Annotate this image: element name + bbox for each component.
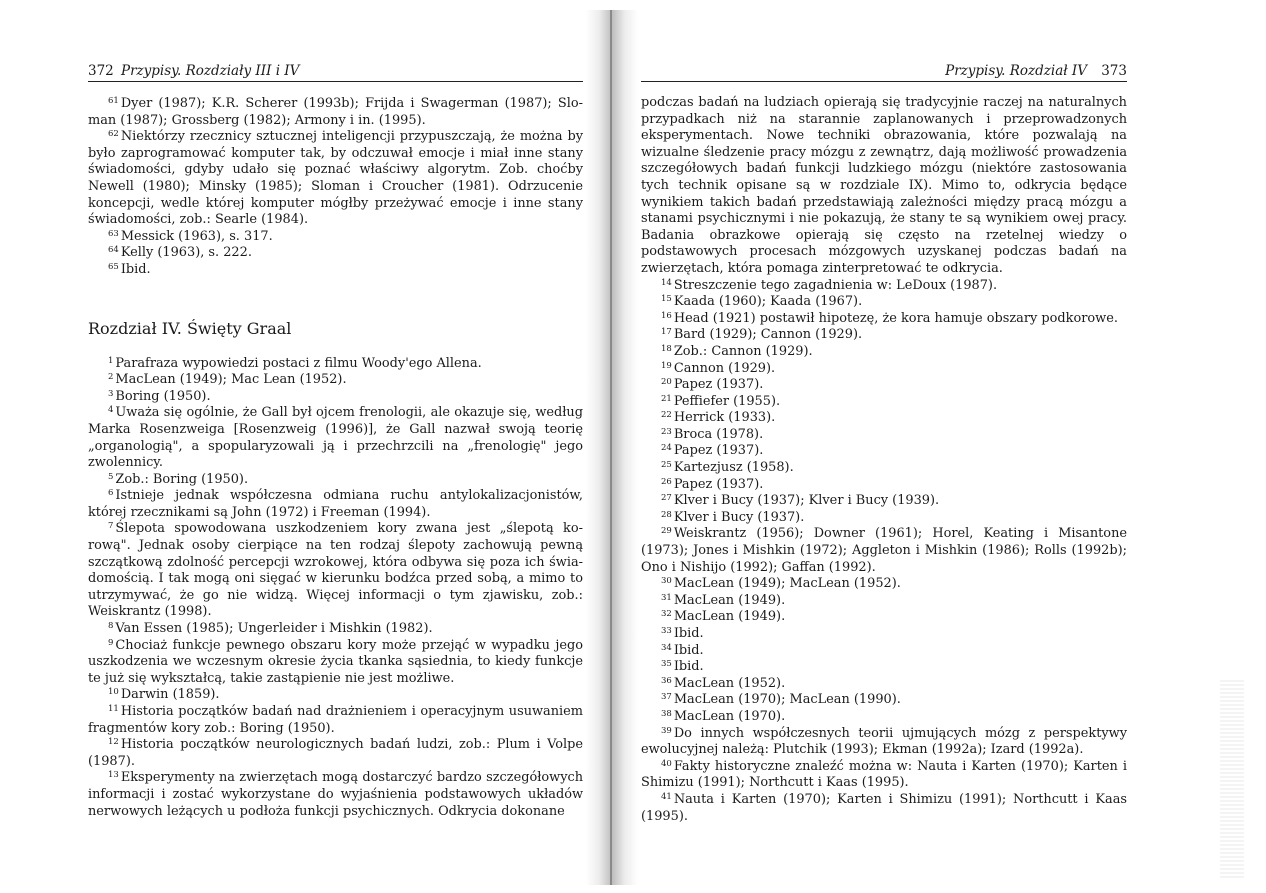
footnote-number: 41 [661,791,672,802]
footnote-item [88,229,583,246]
footnote-number: 1 [108,355,114,366]
footnote-number: 38 [661,708,672,719]
footnote-item [641,294,1127,311]
footnote-item [88,356,583,373]
footnote-number: 10 [108,687,119,698]
header-rule [88,81,583,82]
footnote-text: Broca (1978). [673,426,764,442]
chapter-heading: Rozdział IV. Święty Graal [88,318,292,338]
footnote-text: Papez (1937). [673,476,764,492]
footnote-text: Ibid. [673,642,704,658]
book-spine-line [610,10,612,885]
footnote-text: Kelly (1963), s. 222. [120,245,252,261]
footnote-text: Nauta i Karten (1970); Karten i Shimizu (1991); Northcutt i Kaas (1995). [641,791,1127,824]
footnote-text: Fakty historyczne znaleźć można w: Nauta i Karten (1970); Karten i Shimizu (1991); Northcutt i Kaas (1995). [641,758,1127,791]
footnote-text: Cannon (1929). [673,360,776,376]
footnote-item [88,737,583,770]
footnote-number: 20 [661,377,672,388]
footnote-number: 37 [661,692,672,703]
footnote-item [88,389,583,406]
footnote-text: Kartezjusz (1958). [673,460,794,476]
footnote-item [641,726,1127,759]
footnote-item [641,311,1127,328]
header-rule [641,81,1127,82]
footnote-text: Boring (1950). [115,388,211,404]
running-title: Przypisy. Rozdział IV [945,63,1087,79]
footnote-number: 34 [661,642,672,653]
footnote-number: 23 [661,426,672,437]
footnote-number: 17 [661,327,672,338]
footnote-text: Klver i Bucy (1937). [673,509,805,525]
footnote-list-chapter-3 [88,96,583,279]
page-edge-texture [1220,680,1244,880]
footnote-text: Kaada (1960); Kaada (1967). [673,294,863,310]
right-page-body [641,95,1127,825]
footnote-number: 31 [661,592,672,603]
footnote-item [88,521,583,621]
footnote-number: 25 [661,460,672,471]
footnote-item [641,327,1127,344]
footnote-text: Niektórzy rzecznicy sztucznej inteligencji przypuszczają, że można by było zaprogramować komputer tak, by odczuwał emocje i miał inne stany świadomości, gdyby udało się poznać właściwy algorytm. Zob. choćby Newell (1980); Minsky (1985); Sloman i Croucher (1981). Odrzucenie koncepcji, wedle której komputer mógłby przeżywać emocje i inne stany świadomości, zob.: Searle (1984). [88,129,583,228]
footnote-number: 6 [108,488,114,499]
footnote-text: MacLean (1949); MacLean (1952). [673,576,901,592]
footnote-number: 33 [661,626,672,636]
footnote-item [88,405,583,471]
footnote-number: 9 [108,637,114,648]
footnote-text: Uważa się ogólnie, że Gall był ojcem frenologii, ale okazuje się, według Marka Rosenzweiga [Rosenzweig (1996)], że Gall nazwał swoją teorię „organologią", a spopularyzowali ją i przechrzcili na „frenologię" jego zwolennicy. [88,405,583,471]
footnote-text: Zob.: Cannon (1929). [673,343,813,359]
footnote-number: 4 [108,405,114,416]
footnote-item [88,129,583,229]
footnote-text: Klver i Bucy (1937); Klver i Bucy (1939). [673,493,940,509]
footnote-number: 5 [108,471,114,482]
footnote-number: 11 [108,704,119,714]
footnote-number: 35 [661,659,672,670]
footnote-number: 15 [661,294,672,305]
footnote-item [88,621,583,638]
footnote-text: Ślepota spowodowana uszkodzeniem kory zwana jest „ślepotą korową". Jednak osoby cierpiące na ten rodzaj ślepoty zachowują pewną szczątkową zdolność percepcji wzrokowej, która odbywa się poza ich świadomością. I tak mogą oni sięgać w kierunku bodźca przed sobą, a mimo to utrzymywać, że go nie widzą. Więcej informacji o tym zjawisku, zob.: Weiskrantz (1998). [88,521,583,620]
footnote-text: Messick (1963), s. 317. [120,228,273,244]
footnote-number: 12 [108,737,119,748]
footnote-number: 32 [661,609,672,620]
footnote-number: 7 [108,521,114,532]
right-page [641,0,1127,893]
running-title: Przypisy. Rozdziały III i IV [121,63,300,79]
footnote-text: Dyer (1987); K.R. Scherer (1993b); Frijda i Swagerman (1987); Sloman (1987); Grossberg (1982); Armony i in. (1995). [88,96,583,128]
footnote-number: 16 [661,310,672,321]
footnote-item [641,526,1127,576]
footnote-text: Chociaż funkcje pewnego obszaru kory może przejąć w wypadku jego uszkodzenia we wczesnym okresie życia tkanka sąsiednia, to kiedy funkcje te już się wykształcą, takie zastąpienie nie jest możliwe. [88,637,583,686]
footnote-item [641,659,1127,676]
footnote-number: 40 [661,758,672,769]
footnote-text: Herrick (1933). [673,410,776,426]
right-page-header [641,62,1127,80]
footnote-item [88,245,583,262]
footnote-item [641,626,1127,643]
left-page-header [88,62,583,80]
footnote-text: Papez (1937). [673,377,764,393]
footnote-item [641,692,1127,709]
footnote-text: Ibid. [673,659,704,675]
footnote-number: 3 [108,388,114,399]
book-gutter-shadow [586,10,638,885]
footnote-item [641,593,1127,610]
footnote-item [641,443,1127,460]
footnote-number: 26 [661,476,672,487]
footnote-item [88,704,583,737]
page-number: 372 [88,63,114,79]
footnote-text: Ibid. [120,261,151,277]
footnote-text: Streszczenie tego zagadnienia w: LeDoux (1987). [673,277,998,293]
footnote-item [88,488,583,521]
footnote-number: 22 [661,410,672,421]
footnote-text: Head (1921) postawił hipotezę, że kora hamuje obszary podkorowe. [673,310,1118,326]
footnote-number: 27 [661,493,672,504]
footnote-number: 14 [661,277,672,288]
footnote-number: 13 [108,770,119,781]
footnote-item [641,792,1127,825]
footnote-item [88,262,583,279]
footnote-number: 19 [661,360,672,371]
footnote-number: 28 [661,509,672,520]
footnote-number: 8 [108,621,114,632]
footnote-text: Eksperymenty na zwierzętach mogą dostarczyć bardzo szczegółowych informacji i zostać wykorzystane do wyjaśnienia podstawowych układów nerwowych leżących u podłoża funkcji psychicznych. Odkrycia dokonane [88,770,583,819]
footnote-item [641,344,1127,361]
footnote-number: 24 [661,443,672,454]
footnote-number: 63 [108,228,119,239]
footnote-item [641,709,1127,726]
footnote-item [88,770,583,820]
footnote-text: Papez (1937). [673,443,764,459]
footnote-number: 29 [661,526,672,537]
footnote-list-chapter-4-continued [641,278,1127,826]
footnote-number: 62 [108,129,119,140]
footnote-text: Ibid. [673,626,704,641]
footnote-item [88,96,583,129]
footnote-item [88,472,583,489]
footnote-text: Weiskrantz (1956); Downer (1961); Horel, Keating i Misantone (1973); Jones i Mishkin (1972); Aggleton i Mishkin (1986); Rolls (1992b); Ono i Nishijo (1992); Gaffan (1992). [641,526,1127,575]
footnote-item [641,609,1127,626]
footnote-number: 61 [108,96,119,106]
footnote-number: 36 [661,675,672,686]
footnote-item [641,477,1127,494]
footnote-item [641,460,1127,477]
footnote-list-chapter-4 [88,356,583,821]
footnote-item [641,759,1127,792]
footnote-item [641,361,1127,378]
left-page-body [88,96,583,820]
footnote-item [641,510,1127,527]
footnote-number: 2 [108,372,114,383]
footnote-number: 39 [661,725,672,736]
footnote-item [641,493,1127,510]
footnote-item [88,687,583,704]
footnote-text: MacLean (1949); Mac Lean (1952). [115,372,347,388]
footnote-text: MacLean (1952). [673,675,786,691]
footnote-item [641,394,1127,411]
footnote-number: 30 [661,576,672,587]
footnote-item [641,427,1127,444]
footnote-item [88,638,583,688]
left-page [88,0,583,893]
footnote-text: Peffiefer (1955). [673,393,781,409]
footnote-text: Bard (1929); Cannon (1929). [673,327,863,343]
footnote-text: Van Essen (1985); Ungerleider i Mishkin (1982). [115,621,433,637]
footnote-text: MacLean (1949). [673,592,786,608]
footnote-item [641,676,1127,693]
footnote-number: 18 [661,343,672,354]
footnote-item [641,278,1127,295]
footnote-item [641,410,1127,427]
footnote-text: Zob.: Boring (1950). [115,471,249,487]
footnote-text: Historia początków neurologicznych badań ludzi, zob.: Plum i Volpe (1987). [88,737,583,769]
footnote-number: 21 [661,393,672,404]
footnote-text: MacLean (1949). [673,609,786,625]
footnote-text: Istnieje jednak współczesna odmiana ruchu antylokalizacjonistów, której rzecznikami są John (1972) i Freeman (1994). [88,488,583,520]
footnote-text: MacLean (1970); MacLean (1990). [673,692,901,708]
footnote-text: Do innych współczesnych teorii ujmujących mózg z perspektywy ewolucyjnej należą: Plutchik (1993); Ekman (1992a); Izard (1992a). [641,725,1127,758]
footnote-text: Darwin (1859). [120,687,220,703]
footnote-number: 65 [108,261,119,272]
page-number: 373 [1101,63,1127,79]
footnote-continuation: podczas badań na ludziach opierają się tradycyjnie raczej na naturalnych przypadkach niż na starannie zaplanowanych i przeprowadzonych eksperymentach. Nowe techniki obrazowania, które pozwalają na wizualne śledzenie pracy mózgu z zewnątrz, dają możliwość prowadzenia szczegółowych badań funkcji ludzkiego mózgu (niektóre zastosowania tych technik opisane są w rozdziale IX). Mimo to, odkrycia będące wynikiem takich badań przedstawiają zależności między pracą mózgu a stanami psychicznymi i nie pokazują, że stany te są wynikiem owej pracy. Badania obrazkowe opierają się często na rzetelnej wiedzy o podstawowych procesach mózgowych uzyskanej podczas badań na zwierzętach, która pomaga zinterpretować te odkrycia. [641,95,1127,276]
footnote-text: Historia początków badań nad drażnieniem i operacyjnym usuwaniem fragmentów kory zob.: Boring (1950). [88,704,583,736]
footnote-item [641,576,1127,593]
footnote-item [641,377,1127,394]
footnote-item [88,372,583,389]
footnote-text: Parafraza wypowiedzi postaci z filmu Woody'ego Allena. [115,355,482,371]
footnote-text: MacLean (1970). [673,708,786,724]
footnote-item [641,643,1127,660]
footnote-number: 64 [108,245,119,256]
